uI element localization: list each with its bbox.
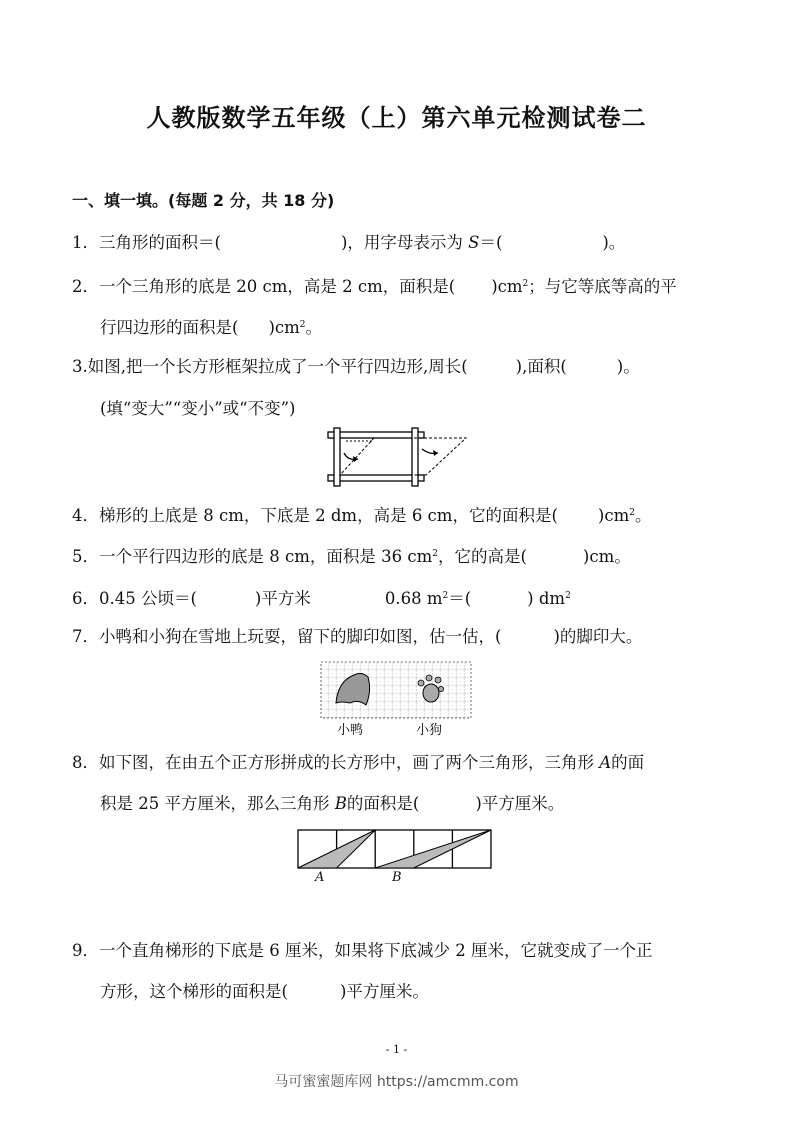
question-2: 2．一个三角形的底是 20 cm，高是 2 cm，面积是( )$cm^2$；与它等底等高的平	[72, 277, 677, 296]
squares-figure	[297, 829, 493, 871]
footprint-grid-figure	[320, 661, 472, 719]
question-2-cont: 行四边形的面积是( )$cm^2$。	[100, 318, 322, 337]
triangle-a-label: A	[315, 870, 325, 885]
page-number: - 1 -	[385, 1043, 408, 1056]
question-8: 8．如下图，在由五个正方形拼成的长方形中，画了两个三角形，三角形 A的面	[72, 753, 645, 772]
site-footer: 马可蜜蜜题库网 https://amcmm.com	[274, 1074, 519, 1090]
question-3-cont: (填“变大”“变小”或“不变”)	[100, 399, 296, 418]
question-4: 4．梯形的上底是 8 cm，下底是 2 dm，高是 6 cm，它的面积是( )$cm^2$。	[72, 506, 652, 525]
triangle-b-label: B	[392, 870, 402, 885]
question-5: 5．一个平行四边形的底是 8 cm，面积是 36 $cm^2$，它的高是( )cm。	[72, 547, 631, 566]
question-3: 3.如图,把一个长方形框架拉成了一个平行四边形,周长( ),面积( )。	[72, 357, 640, 376]
question-1: 1．三角形的面积＝( )，用字母表示为 S＝( )。	[72, 233, 626, 252]
section-heading: 一、填一填。(每题 2 分，共 18 分)	[72, 191, 335, 210]
frame-figure	[326, 427, 476, 489]
dog-label: 小狗	[416, 723, 443, 738]
question-9-cont: 方形，这个梯形的面积是( )平方厘米。	[100, 982, 429, 1001]
duck-label: 小鸭	[337, 723, 364, 738]
page-title: 人教版数学五年级（上）第六单元检测试卷二	[146, 104, 647, 132]
question-7: 7．小鸭和小狗在雪地上玩耍，留下的脚印如图，估一估，( )的脚印大。	[72, 627, 643, 646]
question-8-cont: 积是 25 平方厘米，那么三角形 B的面积是( )平方厘米。	[100, 794, 565, 813]
question-9: 9．一个直角梯形的下底是 6 厘米，如果将下底减少 2 厘米，它就变成了一个正	[72, 941, 653, 960]
question-6: 6．0.45 公顷＝( )平方米 0.68 $m^2=$( ) $dm^2$	[72, 589, 571, 608]
